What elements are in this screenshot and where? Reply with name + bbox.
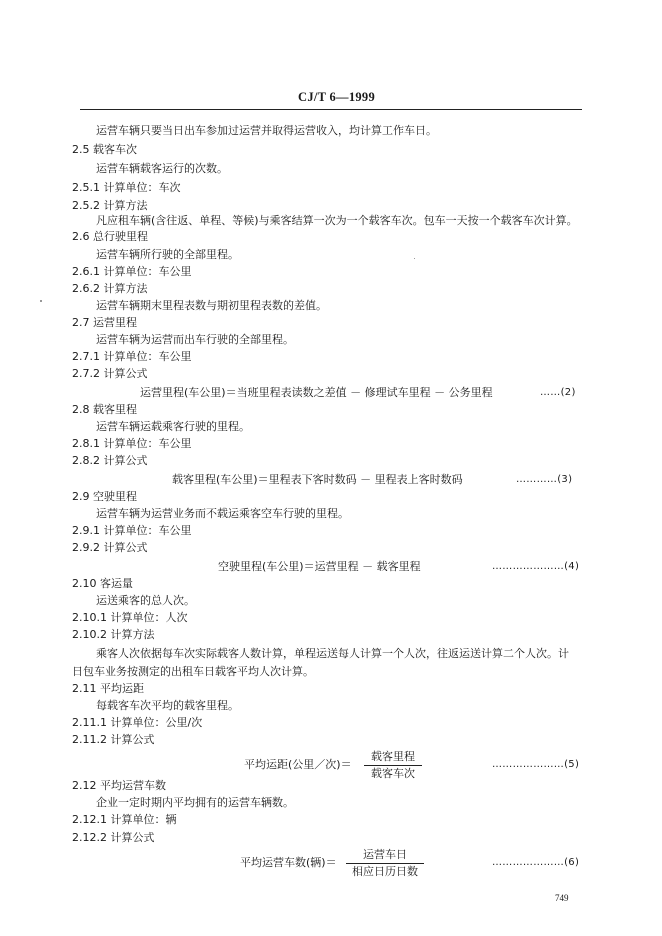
section-heading-2-10: 2.10 客运量	[72, 577, 133, 590]
section-heading-2-10-2: 2.10.2 计算方法	[72, 628, 155, 641]
formula-5-lhs: 平均运距(公里／次)＝	[244, 758, 352, 771]
section-heading-2-11-2: 2.11.2 计算公式	[72, 733, 155, 746]
formula-2: 运营里程(车公里)＝当班里程表读数之差值 － 修理试车里程 － 公务里程	[140, 386, 493, 399]
equation-number-3: …………(3)	[516, 474, 573, 485]
section-heading-2-8: 2.8 载客里程	[72, 403, 137, 416]
section-heading-2-12-2: 2.12.2 计算公式	[72, 831, 155, 844]
equation-number-5: …………………(5)	[492, 759, 580, 770]
section-heading-2-8-1: 2.8.1 计算单位：车公里	[72, 437, 192, 450]
equation-number-2: ……(2)	[540, 387, 576, 398]
paragraph-line: 企业一定时期内平均拥有的运营车辆数。	[96, 796, 294, 809]
formula-5-denominator: 载客车次	[371, 767, 415, 780]
header-rule	[80, 109, 582, 110]
section-heading-2-7-2: 2.7.2 计算公式	[72, 367, 148, 380]
scan-speck	[40, 300, 42, 302]
formula-6-fraction	[346, 848, 424, 879]
page-number: 749	[555, 893, 569, 903]
section-heading-2-5: 2.5 载客车次	[72, 143, 137, 156]
section-heading-2-9-1: 2.9.1 计算单位：车公里	[72, 524, 192, 537]
scan-speck	[414, 258, 415, 259]
section-heading-2-9-2: 2.9.2 计算公式	[72, 541, 148, 554]
paragraph-line: 日包车业务按测定的出租车日载客平均人次计算。	[72, 665, 314, 678]
formula-5-numerator: 载客里程	[364, 750, 422, 766]
equation-number-4: …………………(4)	[492, 561, 580, 572]
formula-3: 载客里程(车公里)＝里程表下客时数码 － 里程表上客时数码	[172, 473, 463, 486]
paragraph-line: 运营车辆只要当日出车参加过运营并取得运营收入，均计算工作车日。	[96, 124, 437, 137]
formula-6-denominator: 相应日历日数	[352, 865, 418, 878]
formula-5-fraction	[364, 750, 422, 781]
section-heading-2-12-1: 2.12.1 计算单位：辆	[72, 813, 177, 826]
paragraph-line: 凡应租车辆(含往返、单程、等候)与乘客结算一次为一个载客车次。包车一天按一个载客车次计算。	[96, 214, 578, 227]
section-heading-2-7-1: 2.7.1 计算单位：车公里	[72, 350, 192, 363]
section-heading-2-6-2: 2.6.2 计算方法	[72, 282, 148, 295]
equation-number-6: …………………(6)	[492, 857, 580, 868]
paragraph-line: 乘客人次依据每车次实际载客人数计算，单程运送每人计算一个人次，往返运送计算二个人次。计	[96, 647, 569, 660]
paragraph-line: 运送乘客的总人次。	[96, 594, 195, 607]
section-heading-2-5-2: 2.5.2 计算方法	[72, 199, 148, 212]
paragraph-line: 运营车辆为运营业务而不载运乘客空车行驶的里程。	[96, 507, 349, 520]
paragraph-line: 运营车辆期末里程表数与期初里程表数的差值。	[96, 299, 327, 312]
section-heading-2-7: 2.7 运营里程	[72, 316, 137, 329]
section-heading-2-12: 2.12 平均运营车数	[72, 779, 166, 792]
section-heading-2-10-1: 2.10.1 计算单位：人次	[72, 611, 188, 624]
paragraph-line: 运营车辆所行驶的全部里程。	[96, 248, 239, 261]
section-heading-2-6-1: 2.6.1 计算单位：车公里	[72, 265, 192, 278]
formula-6-lhs: 平均运营车数(辆)＝	[240, 856, 337, 869]
standard-code-header: CJ/T 6—1999	[298, 90, 376, 104]
paragraph-line: 运营车辆载客运行的次数。	[96, 162, 228, 175]
formula-6-numerator: 运营车日	[346, 848, 424, 864]
section-heading-2-11: 2.11 平均运距	[72, 682, 144, 695]
section-heading-2-5-1: 2.5.1 计算单位：车次	[72, 181, 181, 194]
formula-4: 空驶里程(车公里)＝运营里程 － 载客里程	[218, 560, 421, 573]
paragraph-line: 运营车辆为运营而出车行驶的全部里程。	[96, 333, 294, 346]
section-heading-2-11-1: 2.11.1 计算单位：公里/次	[72, 716, 203, 729]
paragraph-line: 每载客车次平均的载客里程。	[96, 699, 239, 712]
section-heading-2-8-2: 2.8.2 计算公式	[72, 454, 148, 467]
section-heading-2-9: 2.9 空驶里程	[72, 490, 137, 503]
section-heading-2-6: 2.6 总行驶里程	[72, 230, 148, 243]
paragraph-line: 运营车辆运载乘客行驶的里程。	[96, 420, 250, 433]
